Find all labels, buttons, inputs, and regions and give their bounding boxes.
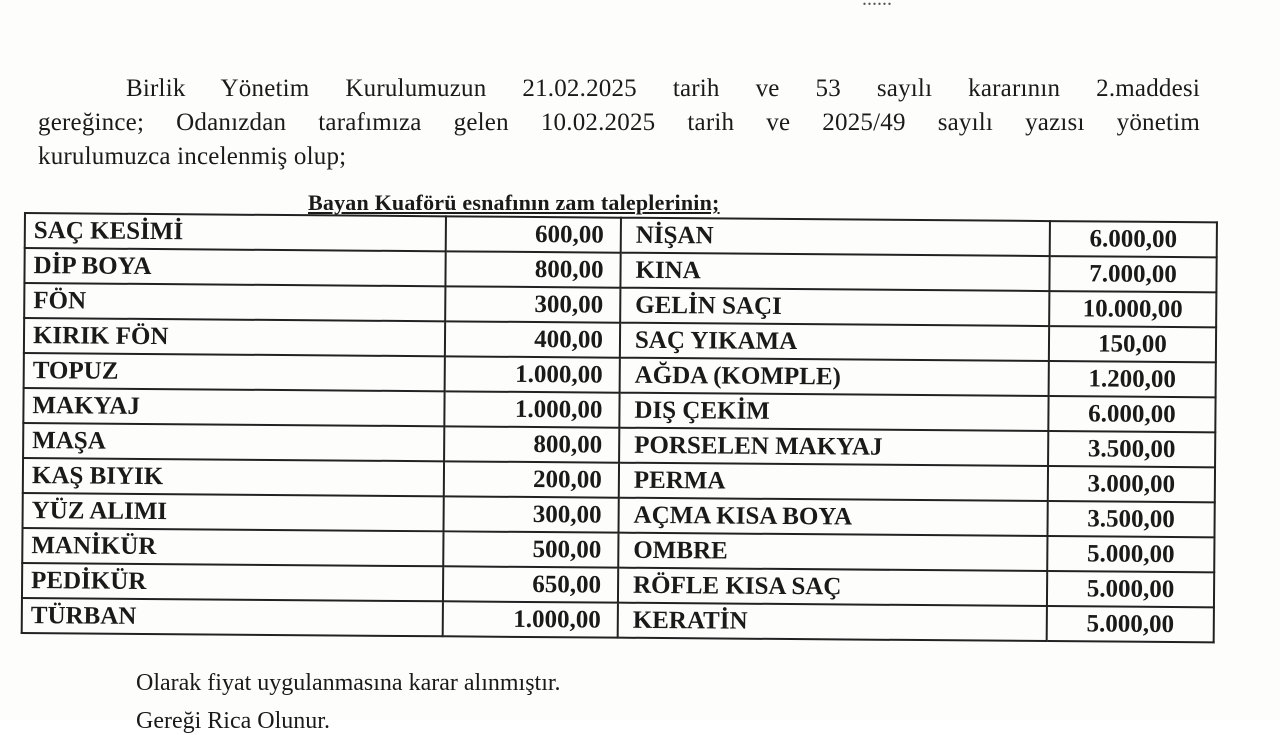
closing-text: Olarak fiyat uygulanmasına karar alınmıştır. xyxy=(136,670,561,696)
service-name-cell: DİP BOYA xyxy=(24,248,445,286)
table-heading: Bayan Kuaförü esnafının zam taleplerinin; xyxy=(308,190,720,215)
price-cell: 6.000,00 xyxy=(1050,221,1217,257)
price-cell: 300,00 xyxy=(445,286,620,322)
service-name-cell: MAŞA xyxy=(23,423,444,461)
price-cell: 10.000,00 xyxy=(1049,291,1216,327)
service-name-cell: AÇMA KISA BOYA xyxy=(618,498,1047,536)
service-name-cell: KAŞ BIYIK xyxy=(23,458,444,496)
paragraph-line: Birlik Yönetim Kurulumuzun 21.02.2025 tarih ve 53 sayılı kararının 2.maddesi xyxy=(126,75,1200,102)
price-cell: 1.200,00 xyxy=(1049,361,1216,397)
intro-paragraph xyxy=(38,72,1200,174)
service-name-cell: AĞDA (KOMPLE) xyxy=(620,358,1049,396)
price-cell: 600,00 xyxy=(446,216,621,252)
price-cell: 500,00 xyxy=(443,531,618,567)
price-cell: 800,00 xyxy=(444,426,619,462)
price-cell: 3.000,00 xyxy=(1048,466,1215,502)
price-cell: 6.000,00 xyxy=(1048,396,1215,432)
price-table xyxy=(21,212,1218,643)
service-name-cell: MANİKÜR xyxy=(22,528,443,566)
price-cell: 5.000,00 xyxy=(1047,571,1214,607)
price-cell: 300,00 xyxy=(444,496,619,532)
price-cell: 650,00 xyxy=(443,566,618,602)
service-name-cell: KERATİN xyxy=(618,603,1047,641)
service-name-cell: SAÇ YIKAMA xyxy=(620,323,1049,361)
service-name-cell: TÜRBAN xyxy=(22,598,443,636)
price-cell: 1.000,00 xyxy=(443,601,618,637)
service-name-cell: FÖN xyxy=(24,283,445,321)
service-name-cell: MAKYAJ xyxy=(23,388,444,426)
top-edge-fragment xyxy=(862,0,972,2)
price-cell: 400,00 xyxy=(445,321,620,357)
service-name-cell: OMBRE xyxy=(618,533,1047,571)
service-name-cell: TOPUZ xyxy=(24,353,445,391)
price-cell: 7.000,00 xyxy=(1049,256,1216,292)
service-name-cell: KIRIK FÖN xyxy=(24,318,445,356)
price-cell: 3.500,00 xyxy=(1047,501,1214,537)
service-name-cell: YÜZ ALIMI xyxy=(23,493,444,531)
price-cell: 5.000,00 xyxy=(1047,536,1214,572)
paragraph-line: kurulumuzca incelenmiş olup; xyxy=(38,143,347,170)
service-name-cell: SAÇ KESİMİ xyxy=(25,213,446,251)
service-name-cell: PORSELEN MAKYAJ xyxy=(619,428,1048,466)
price-cell: 1.000,00 xyxy=(445,356,620,392)
service-name-cell: PEDİKÜR xyxy=(22,563,443,601)
service-name-cell: DIŞ ÇEKİM xyxy=(619,393,1048,431)
service-name-cell: GELİN SAÇI xyxy=(620,288,1049,326)
service-name-cell: KINA xyxy=(620,253,1049,291)
price-cell: 200,00 xyxy=(444,461,619,497)
service-name-cell: RÖFLE KISA SAÇ xyxy=(618,568,1047,606)
price-cell: 3.500,00 xyxy=(1048,431,1215,467)
price-cell: 800,00 xyxy=(446,251,621,287)
closing-text-2: Gereği Rica Olunur. xyxy=(136,708,330,734)
price-cell: 150,00 xyxy=(1049,326,1216,362)
price-cell: 1.000,00 xyxy=(444,391,619,427)
service-name-cell: PERMA xyxy=(619,463,1048,501)
paragraph-line: gereğince; Odanızdan tarafımıza gelen 10.02.2025 tarih ve 2025/49 sayılı yazısı yönetim xyxy=(38,109,1200,136)
price-cell: 5.000,00 xyxy=(1047,606,1214,642)
service-name-cell: NİŞAN xyxy=(621,218,1050,256)
